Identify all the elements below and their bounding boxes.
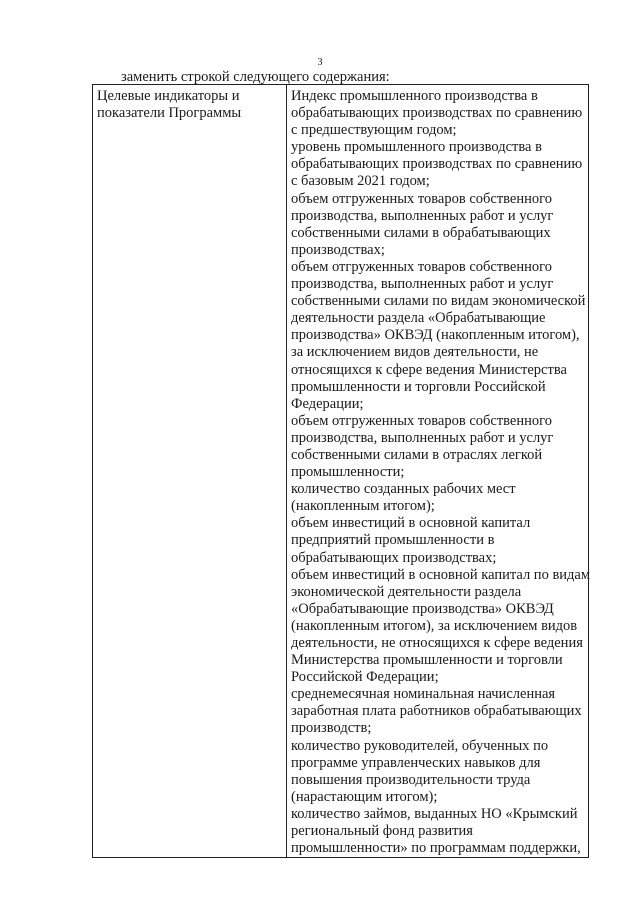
text-line: количество займов, выданных НО «Крымский xyxy=(291,805,578,822)
text-line: экономической деятельности раздела xyxy=(291,583,522,600)
text-line: объем инвестиций в основной капитал по видам xyxy=(291,566,591,583)
text-line: производств; xyxy=(291,720,372,737)
text-line: Федерации; xyxy=(291,395,364,412)
text-line: деятельности раздела «Обрабатывающие xyxy=(291,310,546,327)
text-line: производствах; xyxy=(291,241,385,258)
text-line: промышленности; xyxy=(291,464,405,481)
text-line: собственными силами в обрабатывающих xyxy=(291,224,551,241)
text-line: (нарастающим итогом); xyxy=(291,788,438,805)
text-line: показатели Программы xyxy=(97,105,242,122)
value-cell xyxy=(287,85,589,858)
text-line: Целевые индикаторы и xyxy=(97,88,240,104)
text-line: производства, выполненных работ и услуг xyxy=(291,207,554,224)
text-line: заработная плата работников обрабатывающих xyxy=(291,703,582,720)
text-line: (накопленным итогом); xyxy=(291,498,435,515)
text-line: программе управленческих навыков для xyxy=(291,754,541,771)
text-line: объем отгруженных товаров собственного xyxy=(291,412,552,429)
text-line: региональный фонд развития xyxy=(291,823,473,840)
page-number: 3 xyxy=(317,57,323,68)
text-line: среднемесячная номинальная начисленная xyxy=(291,686,556,703)
text-line: производства, выполненных работ и услуг xyxy=(291,429,554,446)
programme-indicators-table xyxy=(92,84,589,858)
table-row xyxy=(93,85,589,858)
text-line: (накопленным итогом), за исключением видов xyxy=(291,617,578,634)
text-line: уровень промышленного производства в xyxy=(291,139,542,156)
text-line: промышленности» по программам поддержки, xyxy=(291,840,581,857)
text-line: собственными силами в отраслях легкой xyxy=(291,446,543,463)
text-line: обрабатывающих производствах по сравнению xyxy=(291,105,583,122)
text-line: обрабатывающих производствах по сравнению xyxy=(291,156,583,173)
text-line: Индекс промышленного производства в xyxy=(291,88,538,104)
intro-text: заменить строкой следующего содержания: xyxy=(121,69,390,85)
text-line: объем отгруженных товаров собственного xyxy=(291,190,552,207)
text-line: относящихся к сфере ведения Министерства xyxy=(291,361,567,378)
text-line: за исключением видов деятельности, не xyxy=(291,344,539,361)
text-line: производства, выполненных работ и услуг xyxy=(291,276,554,293)
text-line: количество руководителей, обученных по xyxy=(291,737,549,754)
text-line: собственными силами по видам экономической xyxy=(291,293,586,310)
text-line: с базовым 2021 годом; xyxy=(291,173,430,190)
text-line: «Обрабатывающие производства» ОКВЭД xyxy=(291,600,554,617)
text-line: Российской Федерации; xyxy=(291,669,439,686)
text-line: Министерства промышленности и торговли xyxy=(291,652,563,669)
text-line: обрабатывающих производствах; xyxy=(291,549,497,566)
text-line: деятельности, не относящихся к сфере ведения xyxy=(291,635,583,651)
text-line: промышленности и торговли Российской xyxy=(291,378,546,395)
value-text xyxy=(291,88,591,857)
text-line: количество созданных рабочих мест xyxy=(291,481,516,498)
text-line: объем инвестиций в основной капитал xyxy=(291,515,531,532)
text-line: с предшествующим годом; xyxy=(291,122,457,139)
text-line: повышения производительности труда xyxy=(291,771,531,788)
text-line: производства» ОКВЭД (накопленным итогом), xyxy=(291,327,580,344)
label-text xyxy=(97,88,282,122)
text-line: объем отгруженных товаров собственного xyxy=(291,258,552,275)
label-cell xyxy=(93,85,287,858)
text-line: предприятий промышленности в xyxy=(291,532,495,549)
